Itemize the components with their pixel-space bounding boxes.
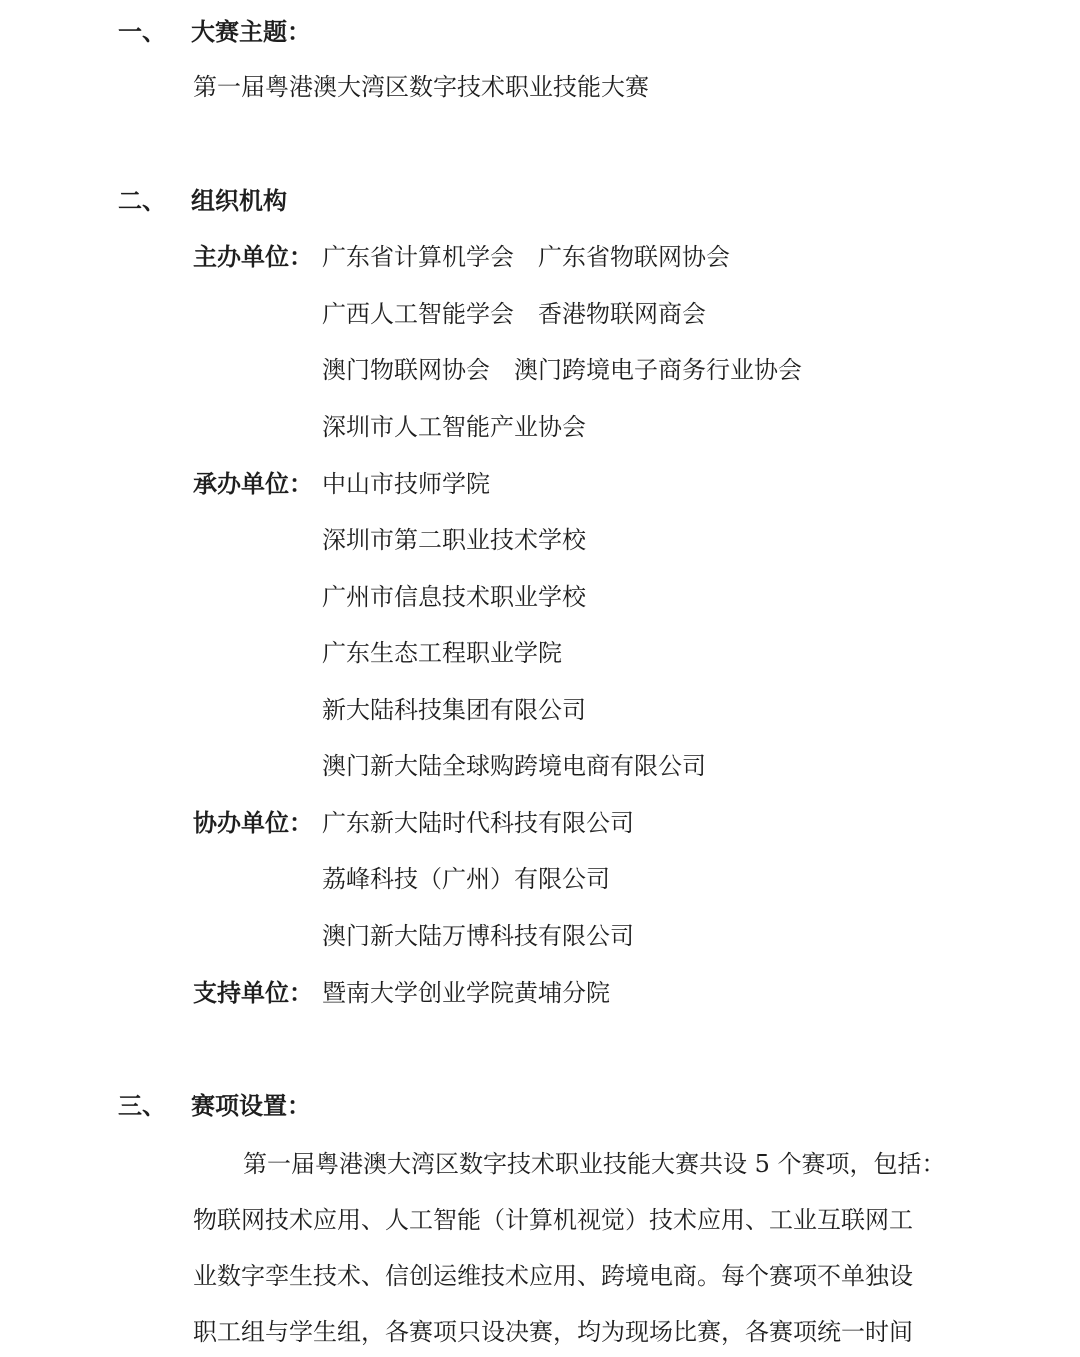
organizer-label: 承办单位： [193, 469, 313, 498]
section-3-paragraph-line: 业数字孪生技术、信创运维技术应用、跨境电商。每个赛项不单独设 [193, 1262, 913, 1290]
section-3-paragraph-line: 物联网技术应用、人工智能（计算机视觉）技术应用、工业互联网工 [193, 1206, 913, 1234]
section-3-number: 三、 [118, 1091, 166, 1120]
organizer-line: 广东生态工程职业学院 [322, 639, 562, 667]
organizer-line: 中山市技师学院 [322, 470, 490, 498]
section-1-title: 大赛主题： [191, 17, 311, 46]
co-organizer-line: 荔峰科技（广州）有限公司 [322, 865, 610, 893]
co-organizer-line: 澳门新大陆万博科技有限公司 [322, 922, 634, 950]
host-label: 主办单位： [193, 242, 313, 271]
host-line: 广西人工智能学会 香港物联网商会 [322, 300, 706, 328]
supporter-label: 支持单位： [193, 978, 313, 1007]
organizer-line: 新大陆科技集团有限公司 [322, 696, 586, 724]
section-2-title: 组织机构 [191, 186, 287, 215]
section-3-title: 赛项设置： [191, 1091, 311, 1120]
organizer-line: 广州市信息技术职业学校 [322, 583, 586, 611]
co-organizer-label: 协办单位： [193, 808, 313, 837]
host-line: 广东省计算机学会 广东省物联网协会 [322, 243, 730, 271]
host-line: 深圳市人工智能产业协会 [322, 413, 586, 441]
co-organizer-line: 广东新大陆时代科技有限公司 [322, 809, 634, 837]
organizer-line: 澳门新大陆全球购跨境电商有限公司 [322, 752, 706, 780]
section-1-number: 一、 [118, 17, 166, 46]
section-3-paragraph-line: 第一届粤港澳大湾区数字技术职业技能大赛共设 5 个赛项，包括： [243, 1150, 946, 1178]
host-line: 澳门物联网协会 澳门跨境电子商务行业协会 [322, 356, 802, 384]
section-2-number: 二、 [118, 186, 166, 215]
organizer-line: 深圳市第二职业技术学校 [322, 526, 586, 554]
section-1-content: 第一届粤港澳大湾区数字技术职业技能大赛 [193, 73, 649, 101]
supporter-line: 暨南大学创业学院黄埔分院 [322, 979, 610, 1007]
section-3-paragraph-line: 职工组与学生组，各赛项只设决赛，均为现场比赛，各赛项统一时间 [193, 1318, 913, 1346]
